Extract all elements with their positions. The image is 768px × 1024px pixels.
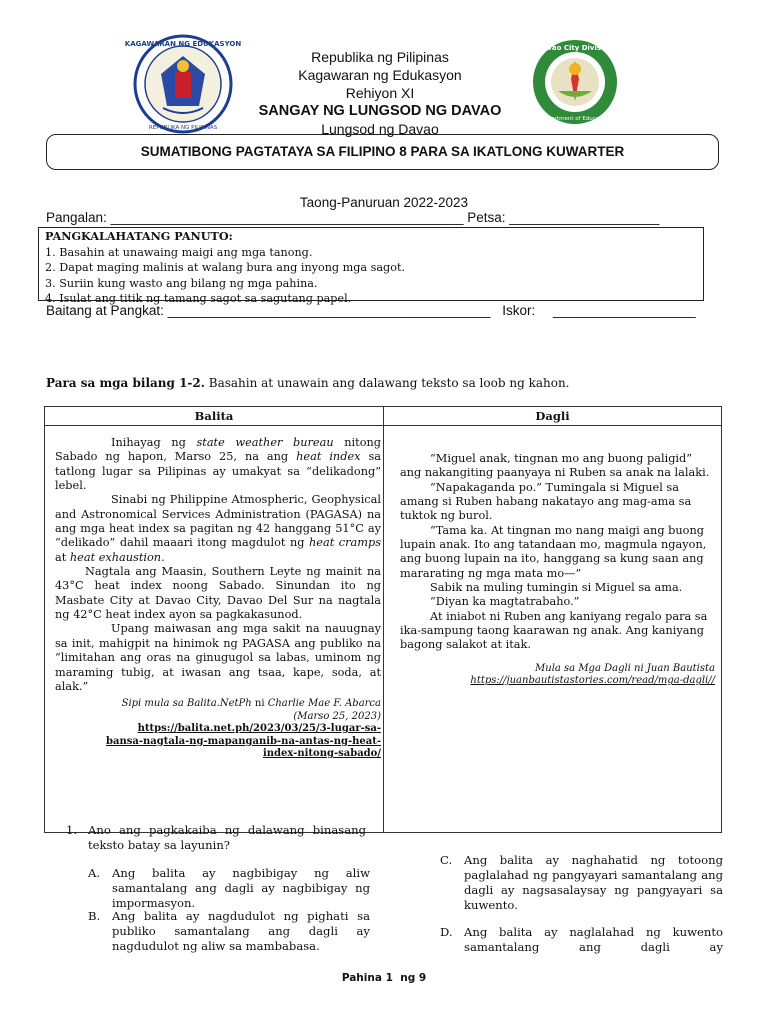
score-blank[interactable]: ___________________: [553, 303, 696, 318]
dagli-para-5: “Diyan ka magtatrabaho.”: [430, 595, 580, 609]
directive: [46, 376, 569, 390]
date-label: Petsa:: [467, 210, 506, 225]
dagli-para-1: “Miguel anak, tingnan mo ang buong paligid” ang nakangiting paanyaya ni Ruben sa anak na lalaki.: [400, 452, 710, 480]
svg-text:REPUBLIKA NG PILIPINAS: REPUBLIKA NG PILIPINAS: [148, 125, 218, 131]
page-number: Pahina 1 ng 9: [341, 972, 427, 984]
svg-text:Davao City Division: Davao City Division: [536, 44, 614, 52]
instruction-item: 2. Dapat maging malinis at walang bura ang inyong mga sagot.: [45, 261, 405, 274]
header-line-2: Kagawaran ng Edukasyon: [298, 67, 462, 83]
col-header-dagli: Dagli: [384, 407, 722, 426]
dagli-para-2: “Napakaganda po.” Tumingala si Miguel sa amang si Ruben habang nakatayo ang mag-ama sa tuktok ng burol.: [400, 480, 692, 523]
name-label: Pangalan:: [46, 210, 107, 225]
name-date-row: [46, 210, 659, 225]
option-d[interactable]: D. Ang balita ay naglalahad ng kuwento samantalang ang dagli ay: [440, 925, 723, 954]
balita-url-link[interactable]: https://balita.net.ph/2023/03/25/3-lugar-sa- bansa-nagtala-ng-mapanganib-na-antas-ng-heat- index-nitong-sabado/: [106, 723, 381, 760]
option-a[interactable]: A. Ang balita ay nagbibigay ng aliw samantalang ang dagli ay nagbibigay ng impormasyon.: [88, 866, 370, 910]
balita-date: (Marso 25, 2023): [293, 710, 381, 722]
grade-label: Baitang at Pangkat:: [46, 303, 164, 318]
dagli-source: Mula sa Mga Dagli ni Juan Bautista: [535, 662, 715, 674]
balita-para-4: Upang maiwasan ang mga sakit na nauugnay sa init, mahigpit na hinimok ng PAGASA ang publiko na “limitahan ang oras na ginugugol sa labas, uminom ng maraming tubig, at iwasan ang tsaa, kape, soda, at alak.”: [55, 622, 381, 693]
header-line-1: Republika ng Pilipinas: [311, 49, 449, 65]
instructions-heading: PANGKALAHATANG PANUTO:: [45, 229, 233, 243]
grade-score-row: [46, 303, 696, 318]
balita-para-2: Sinabi ng Philippine Atmospheric, Geophysical and Astronomical Services Administration (PAGASA) na ang mga heat index sa pagitan ng 42 hanggang 51°C ay “delikado” dahil maaari itong magdulot ng heat cramps at heat exhaustion.: [55, 493, 381, 564]
dagli-cell: [384, 426, 722, 833]
name-blank[interactable]: _______________________________________________: [110, 210, 464, 225]
dagli-para-4: Sabik na muling tumingin si Miguel sa ama.: [430, 581, 683, 595]
question-1: [66, 823, 366, 853]
letterhead: [220, 48, 540, 138]
header-line-5: Lungsod ng Davao: [321, 121, 439, 137]
balita-source: Sipi mula sa Balita.NetPh ni Charlie Mae F. Abarca: [121, 698, 381, 710]
svg-text:KAGAWARAN NG EDUKASYON: KAGAWARAN NG EDUKASYON: [124, 40, 242, 48]
dagli-para-3: “Tama ka. At tingnan mo nang maigi ang buong lupain anak. Ito ang tatandaan mo, magmula ngayon, ang buong lupain na ito, hanggang sa kung saan ang mararating ng mga mata mo—”: [400, 523, 707, 580]
directive-bold: Para sa mga bilang 1-2.: [46, 376, 205, 390]
davao-division-seal: [532, 39, 618, 125]
balita-cell: [45, 426, 384, 833]
instruction-item: 3. Suriin kung wasto ang bilang ng mga pahina.: [45, 276, 318, 290]
header-line-4: SANGAY NG LUNGSOD NG DAVAO: [258, 103, 502, 119]
instruction-item: 4. Isulat ang titik ng tamang sagot sa sagutang papel.: [45, 292, 352, 305]
school-year: Taong-Panuruan 2022-2023: [299, 195, 469, 210]
option-c[interactable]: C. Ang balita ay naghahatid ng totoong paglalahad ng pangyayari samantalang ang dagli ay nagsasalaysay ng pangyayari sa kuwento.: [440, 853, 723, 912]
general-instructions: [38, 227, 704, 305]
header-line-3: Rehiyon XI: [345, 85, 415, 101]
svg-text:Department of Education: Department of Education: [540, 116, 610, 122]
question-number: 1.: [66, 823, 78, 837]
balita-para-3: Nagtala ang Maasin, Southern Leyte ng mainit na 43°C heat index noong Sabado. Sinundan ito ng Masbate City at Davao City, Davao Del Sur na nagtala ng 42°C heat index ayon sa pagkakasunod.: [55, 565, 381, 622]
directive-text: Basahin at unawain ang dalawang teksto sa loob ng kahon.: [204, 376, 570, 390]
question-text: Ano ang pagkakaiba ng dalawang binasang teksto batay sa layunin?: [88, 823, 366, 852]
balita-para-1: Inihayag ng state weather bureau nitong Sabado ng hapon, Marso 25, na ang heat index sa tatlong lugar sa Pilipinas ay umakyat sa “delikadong” lebel.: [55, 436, 382, 493]
deped-seal: [124, 34, 242, 134]
date-blank[interactable]: ____________________: [509, 210, 660, 225]
grade-blank[interactable]: ___________________________________________: [167, 303, 491, 318]
exam-title: SUMATIBONG PAGTATAYA SA FILIPINO 8 PARA SA IKATLONG KUWARTER: [46, 134, 719, 170]
dagli-url-link[interactable]: https://juanbautistastories.com/read/mga-dagli//: [470, 675, 715, 687]
reading-table: [44, 406, 722, 833]
col-header-balita: Balita: [45, 407, 384, 426]
option-b[interactable]: B. Ang balita ay nagdudulot ng pighati sa publiko samantalang ang dagli ay nagdudulot ng aliw sa mambabasa.: [88, 909, 370, 953]
score-label: Iskor:: [502, 303, 536, 318]
instruction-item: 1. Basahin at unawaing maigi ang mga tanong.: [45, 245, 313, 259]
dagli-para-6: At iniabot ni Ruben ang kaniyang regalo para sa ika-sampung taong kaarawan ng anak. Ang kaniyang bagong salakot at itak.: [400, 609, 708, 652]
